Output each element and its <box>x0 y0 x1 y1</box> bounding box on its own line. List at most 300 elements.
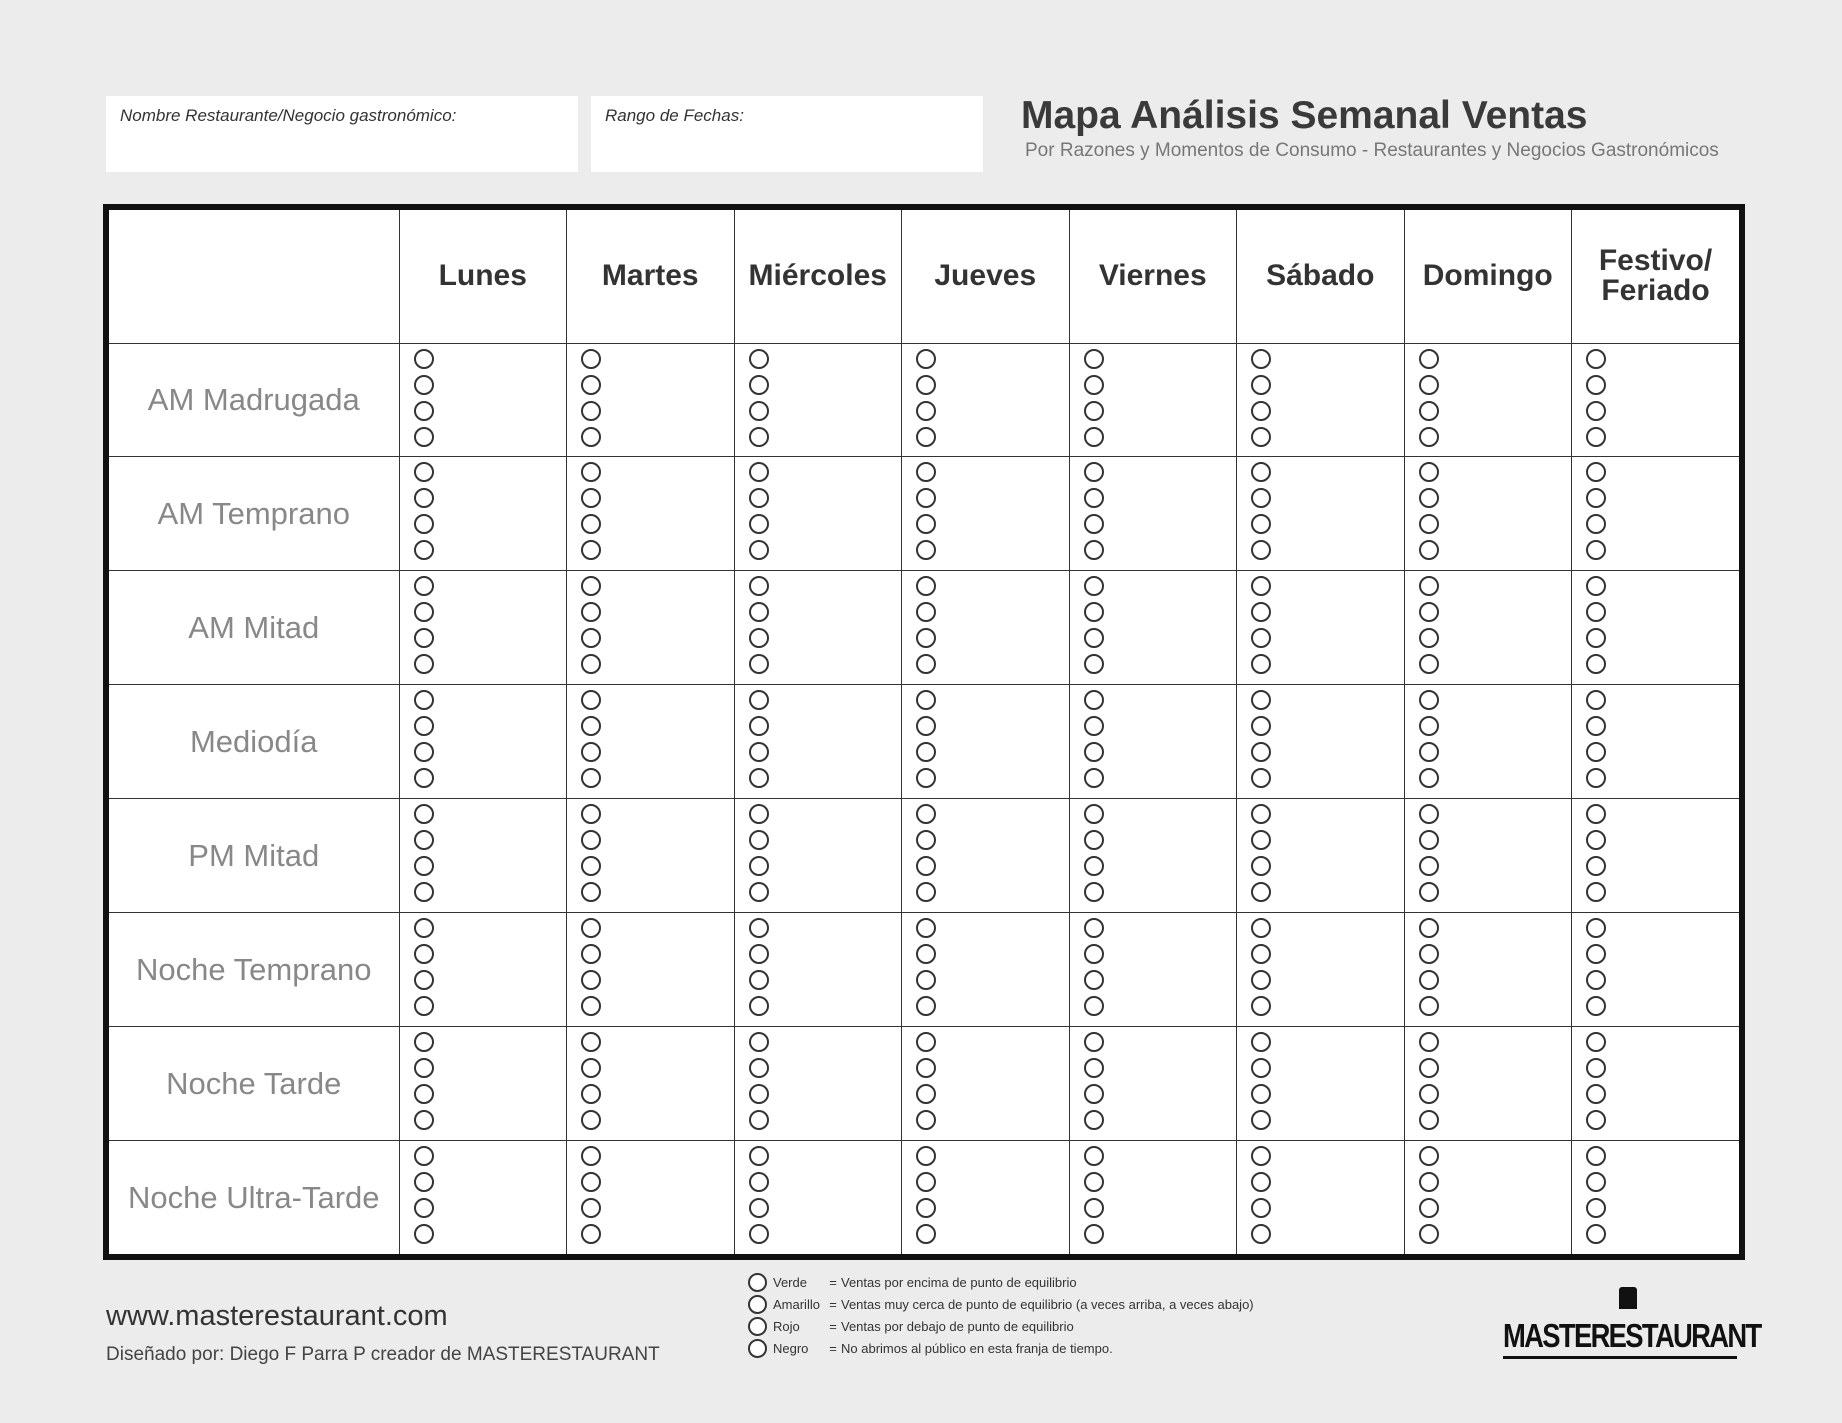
circle-stack <box>1572 457 1739 566</box>
sales-circle[interactable] <box>1419 628 1439 648</box>
legend-item <box>748 1271 1254 1293</box>
sales-circle[interactable] <box>1419 488 1439 508</box>
sales-circle[interactable] <box>916 716 936 736</box>
sales-circle[interactable] <box>581 375 601 395</box>
sales-circle[interactable] <box>1419 804 1439 824</box>
date-range-field[interactable] <box>591 96 983 172</box>
sales-circle[interactable] <box>749 1198 769 1218</box>
sales-circle[interactable] <box>1251 628 1271 648</box>
website-link[interactable]: www.masterestaurant.com <box>106 1300 448 1332</box>
sales-circle[interactable] <box>1586 768 1606 788</box>
sales-circle[interactable] <box>1251 996 1271 1016</box>
sales-circle[interactable] <box>916 882 936 902</box>
sales-circle[interactable] <box>1084 540 1104 560</box>
sales-circle[interactable] <box>1419 427 1439 447</box>
sales-circle[interactable] <box>1084 716 1104 736</box>
sales-circle[interactable] <box>414 882 434 902</box>
sales-circle[interactable] <box>1419 1146 1439 1166</box>
sales-circle[interactable] <box>581 804 601 824</box>
sales-circle[interactable] <box>581 882 601 902</box>
sales-circle[interactable] <box>581 576 601 596</box>
sales-circle[interactable] <box>1419 1224 1439 1244</box>
sales-circle[interactable] <box>1586 576 1606 596</box>
sales-circle[interactable] <box>749 462 769 482</box>
sales-circle[interactable] <box>581 856 601 876</box>
sales-circle[interactable] <box>1084 602 1104 622</box>
grid-cell <box>399 1027 567 1141</box>
circle-stack <box>1070 457 1237 566</box>
sales-circle[interactable] <box>1586 401 1606 421</box>
circle-stack <box>735 913 902 1022</box>
sales-circle[interactable] <box>414 1110 434 1130</box>
sales-circle[interactable] <box>916 540 936 560</box>
sales-circle[interactable] <box>1419 918 1439 938</box>
sales-circle[interactable] <box>1586 882 1606 902</box>
sales-circle[interactable] <box>1419 540 1439 560</box>
sales-circle[interactable] <box>581 918 601 938</box>
sales-circle[interactable] <box>1586 1224 1606 1244</box>
sales-circle[interactable] <box>1251 427 1271 447</box>
sales-circle[interactable] <box>581 1172 601 1192</box>
sales-circle[interactable] <box>414 716 434 736</box>
sales-circle[interactable] <box>414 856 434 876</box>
circle-stack <box>1237 913 1404 1022</box>
sales-circle[interactable] <box>1419 742 1439 762</box>
sales-circle[interactable] <box>749 882 769 902</box>
sales-circle[interactable] <box>749 918 769 938</box>
grid-cell <box>1572 1141 1740 1254</box>
sales-circle[interactable] <box>1586 1146 1606 1166</box>
restaurant-name-field[interactable] <box>106 96 578 172</box>
day-header-label: Sábado <box>1266 259 1375 293</box>
circle-stack <box>1237 685 1404 794</box>
sales-circle[interactable] <box>1586 488 1606 508</box>
sales-circle[interactable] <box>916 1084 936 1104</box>
sales-circle[interactable] <box>414 1172 434 1192</box>
sales-circle[interactable] <box>1586 602 1606 622</box>
sales-circle[interactable] <box>916 375 936 395</box>
sales-circle[interactable] <box>1084 628 1104 648</box>
sales-circle[interactable] <box>916 488 936 508</box>
sales-circle[interactable] <box>1419 576 1439 596</box>
sales-circle[interactable] <box>581 401 601 421</box>
sales-circle[interactable] <box>916 1032 936 1052</box>
circle-stack <box>1572 344 1739 453</box>
sales-circle[interactable] <box>1419 375 1439 395</box>
grid-corner-cell <box>109 210 399 343</box>
sales-circle[interactable] <box>1084 830 1104 850</box>
sales-circle[interactable] <box>916 768 936 788</box>
sales-circle[interactable] <box>916 349 936 369</box>
sales-circle[interactable] <box>749 1146 769 1166</box>
sales-circle[interactable] <box>581 1032 601 1052</box>
sales-circle[interactable] <box>1419 349 1439 369</box>
sales-circle[interactable] <box>1251 349 1271 369</box>
sales-circle[interactable] <box>1251 690 1271 710</box>
sales-circle[interactable] <box>916 918 936 938</box>
sales-circle[interactable] <box>1251 1058 1271 1078</box>
grid-cell <box>902 685 1070 799</box>
sales-circle[interactable] <box>581 996 601 1016</box>
sales-circle[interactable] <box>414 690 434 710</box>
sales-circle[interactable] <box>1586 996 1606 1016</box>
sales-circle[interactable] <box>1084 882 1104 902</box>
sales-circle[interactable] <box>1586 918 1606 938</box>
sales-circle[interactable] <box>581 742 601 762</box>
circle-stack <box>1572 685 1739 794</box>
circle-stack <box>567 799 734 908</box>
sales-circle[interactable] <box>916 401 936 421</box>
sales-circle[interactable] <box>749 996 769 1016</box>
sales-circle[interactable] <box>749 1224 769 1244</box>
sales-circle[interactable] <box>1084 488 1104 508</box>
sales-circle[interactable] <box>749 602 769 622</box>
sales-circle[interactable] <box>1251 918 1271 938</box>
sales-circle[interactable] <box>414 1146 434 1166</box>
sales-circle[interactable] <box>916 462 936 482</box>
sales-circle[interactable] <box>1251 488 1271 508</box>
sales-circle[interactable] <box>581 602 601 622</box>
circle-stack <box>1572 571 1739 680</box>
sales-circle[interactable] <box>916 576 936 596</box>
sales-circle[interactable] <box>749 1110 769 1130</box>
sales-circle[interactable] <box>916 1224 936 1244</box>
sales-circle[interactable] <box>581 1084 601 1104</box>
sales-circle[interactable] <box>1084 1172 1104 1192</box>
sales-circle[interactable] <box>414 375 434 395</box>
sales-circle[interactable] <box>1586 830 1606 850</box>
sales-circle[interactable] <box>1084 375 1104 395</box>
sales-circle[interactable] <box>1251 882 1271 902</box>
sales-circle[interactable] <box>1419 1084 1439 1104</box>
sales-circle[interactable] <box>581 1110 601 1130</box>
sales-circle[interactable] <box>916 830 936 850</box>
sales-circle[interactable] <box>1084 427 1104 447</box>
sales-circle[interactable] <box>1084 1058 1104 1078</box>
sales-circle[interactable] <box>1251 576 1271 596</box>
sales-circle[interactable] <box>581 768 601 788</box>
sales-circle[interactable] <box>581 540 601 560</box>
grid-cell <box>399 799 567 913</box>
sales-circle[interactable] <box>1586 514 1606 534</box>
sales-circle[interactable] <box>1419 654 1439 674</box>
sales-circle[interactable] <box>916 1172 936 1192</box>
sales-circle[interactable] <box>581 1146 601 1166</box>
sales-circle[interactable] <box>1419 996 1439 1016</box>
circle-stack <box>567 344 734 453</box>
sales-circle[interactable] <box>916 996 936 1016</box>
sales-circle[interactable] <box>1251 1032 1271 1052</box>
sales-circle[interactable] <box>581 716 601 736</box>
sales-circle[interactable] <box>1586 970 1606 990</box>
sales-circle[interactable] <box>414 427 434 447</box>
sales-circle[interactable] <box>1419 716 1439 736</box>
sales-circle[interactable] <box>916 1110 936 1130</box>
sales-circle[interactable] <box>749 349 769 369</box>
grid-cell <box>567 343 735 457</box>
circle-stack <box>1237 457 1404 566</box>
sales-circle[interactable] <box>414 488 434 508</box>
sales-circle[interactable] <box>414 1084 434 1104</box>
sales-circle[interactable] <box>414 1224 434 1244</box>
sales-circle[interactable] <box>1586 628 1606 648</box>
sales-circle[interactable] <box>1586 1084 1606 1104</box>
sales-circle[interactable] <box>1251 804 1271 824</box>
sales-circle[interactable] <box>414 830 434 850</box>
sales-circle[interactable] <box>1251 1110 1271 1130</box>
sales-circle[interactable] <box>1586 375 1606 395</box>
sales-circle[interactable] <box>581 654 601 674</box>
sales-circle[interactable] <box>581 944 601 964</box>
sales-circle[interactable] <box>916 970 936 990</box>
sales-circle[interactable] <box>1586 1198 1606 1218</box>
sales-circle[interactable] <box>1084 576 1104 596</box>
sales-circle[interactable] <box>414 944 434 964</box>
sales-circle[interactable] <box>1084 462 1104 482</box>
sales-circle[interactable] <box>414 401 434 421</box>
legend-description: No abrimos al público en esta franja de tiempo. <box>841 1340 1113 1356</box>
sales-circle[interactable] <box>916 514 936 534</box>
sales-circle[interactable] <box>916 654 936 674</box>
sales-circle[interactable] <box>916 1146 936 1166</box>
sales-circle[interactable] <box>581 349 601 369</box>
sales-circle[interactable] <box>1586 1110 1606 1130</box>
sales-circle[interactable] <box>1084 514 1104 534</box>
sales-circle[interactable] <box>414 970 434 990</box>
sales-circle[interactable] <box>1084 944 1104 964</box>
sales-circle[interactable] <box>581 1058 601 1078</box>
circle-stack <box>1070 1027 1237 1136</box>
sales-circle[interactable] <box>1586 540 1606 560</box>
sales-circle[interactable] <box>1251 462 1271 482</box>
sales-circle[interactable] <box>1419 1172 1439 1192</box>
sales-circle[interactable] <box>1251 375 1271 395</box>
sales-circle[interactable] <box>1084 1084 1104 1104</box>
grid-cell <box>567 1027 735 1141</box>
sales-circle[interactable] <box>414 804 434 824</box>
sales-circle[interactable] <box>1419 1110 1439 1130</box>
sales-circle[interactable] <box>581 1198 601 1218</box>
sales-circle[interactable] <box>749 716 769 736</box>
sales-circle[interactable] <box>1251 970 1271 990</box>
sales-circle[interactable] <box>749 1058 769 1078</box>
sales-circle[interactable] <box>1084 856 1104 876</box>
sales-circle[interactable] <box>581 690 601 710</box>
sales-circle[interactable] <box>1419 768 1439 788</box>
circle-stack <box>902 571 1069 680</box>
sales-circle[interactable] <box>1251 514 1271 534</box>
sales-circle[interactable] <box>1251 540 1271 560</box>
sales-circle[interactable] <box>414 1198 434 1218</box>
sales-circle[interactable] <box>1419 602 1439 622</box>
time-slot-row <box>109 1141 1739 1254</box>
sales-circle[interactable] <box>581 488 601 508</box>
sales-circle[interactable] <box>916 1058 936 1078</box>
sales-circle[interactable] <box>1419 1198 1439 1218</box>
sales-circle[interactable] <box>581 628 601 648</box>
sales-circle[interactable] <box>1419 462 1439 482</box>
sales-circle[interactable] <box>916 944 936 964</box>
sales-circle[interactable] <box>1419 882 1439 902</box>
legend-equals: = <box>829 1318 837 1334</box>
circle-stack <box>902 685 1069 794</box>
circle-stack <box>1405 799 1572 908</box>
grid-cell <box>1572 799 1740 913</box>
grid-cell <box>1237 913 1405 1027</box>
sales-circle[interactable] <box>1251 856 1271 876</box>
sales-circle[interactable] <box>749 804 769 824</box>
sales-circle[interactable] <box>1084 1224 1104 1244</box>
time-slot-label: AM Temprano <box>109 457 399 571</box>
sales-circle[interactable] <box>1084 401 1104 421</box>
sales-circle[interactable] <box>1251 742 1271 762</box>
sales-circle[interactable] <box>414 918 434 938</box>
sales-circle[interactable] <box>1586 1032 1606 1052</box>
legend-equals: = <box>829 1340 837 1356</box>
sales-circle[interactable] <box>1084 1146 1104 1166</box>
sales-circle[interactable] <box>1084 1198 1104 1218</box>
sales-circle[interactable] <box>414 768 434 788</box>
sales-circle[interactable] <box>916 427 936 447</box>
sales-circle[interactable] <box>414 540 434 560</box>
sales-circle[interactable] <box>1419 830 1439 850</box>
sales-circle[interactable] <box>1586 856 1606 876</box>
sales-circle[interactable] <box>916 804 936 824</box>
sales-circle[interactable] <box>581 1224 601 1244</box>
sales-circle[interactable] <box>749 768 769 788</box>
circle-stack <box>1572 1141 1739 1250</box>
sales-circle[interactable] <box>1251 1084 1271 1104</box>
sales-circle[interactable] <box>916 1198 936 1218</box>
sales-circle[interactable] <box>414 742 434 762</box>
sales-circle[interactable] <box>749 856 769 876</box>
sales-circle[interactable] <box>1419 856 1439 876</box>
sales-circle[interactable] <box>1084 996 1104 1016</box>
sales-circle[interactable] <box>1419 944 1439 964</box>
sales-circle[interactable] <box>749 576 769 596</box>
sales-circle[interactable] <box>1586 427 1606 447</box>
sales-circle[interactable] <box>916 690 936 710</box>
sales-circle[interactable] <box>749 830 769 850</box>
sales-circle[interactable] <box>414 349 434 369</box>
sales-circle[interactable] <box>1251 716 1271 736</box>
sales-circle[interactable] <box>749 514 769 534</box>
sales-circle[interactable] <box>414 628 434 648</box>
grid-cell <box>567 799 735 913</box>
sales-circle[interactable] <box>1419 1058 1439 1078</box>
sales-circle[interactable] <box>1251 401 1271 421</box>
sales-circle[interactable] <box>414 996 434 1016</box>
sales-circle[interactable] <box>916 742 936 762</box>
sales-circle[interactable] <box>1586 1058 1606 1078</box>
sales-circle[interactable] <box>1084 742 1104 762</box>
sales-circle[interactable] <box>1084 1032 1104 1052</box>
grid-cell <box>1237 457 1405 571</box>
sales-circle[interactable] <box>414 1058 434 1078</box>
sales-circle[interactable] <box>1084 768 1104 788</box>
sales-circle[interactable] <box>749 970 769 990</box>
sales-circle[interactable] <box>1419 970 1439 990</box>
sales-circle[interactable] <box>581 830 601 850</box>
sales-circle[interactable] <box>414 1032 434 1052</box>
sales-circle[interactable] <box>1586 804 1606 824</box>
sales-circle[interactable] <box>414 576 434 596</box>
brand-logo <box>1503 1287 1761 1363</box>
sales-circle[interactable] <box>581 970 601 990</box>
sales-circle[interactable] <box>749 427 769 447</box>
sales-circle[interactable] <box>916 856 936 876</box>
sales-circle[interactable] <box>749 1032 769 1052</box>
sales-circle[interactable] <box>1419 401 1439 421</box>
sales-circle[interactable] <box>749 944 769 964</box>
time-slot-row <box>109 1027 1739 1141</box>
sales-circle[interactable] <box>1084 804 1104 824</box>
sales-circle[interactable] <box>749 1172 769 1192</box>
sales-circle[interactable] <box>749 540 769 560</box>
sales-circle[interactable] <box>1084 970 1104 990</box>
sales-circle[interactable] <box>581 462 601 482</box>
sales-circle[interactable] <box>414 462 434 482</box>
sales-circle[interactable] <box>749 628 769 648</box>
sales-circle[interactable] <box>749 488 769 508</box>
sales-circle[interactable] <box>916 602 936 622</box>
sales-circle[interactable] <box>1586 690 1606 710</box>
sales-circle[interactable] <box>1586 462 1606 482</box>
sales-circle[interactable] <box>414 654 434 674</box>
sales-circle[interactable] <box>1586 742 1606 762</box>
sales-circle[interactable] <box>1251 830 1271 850</box>
sales-circle[interactable] <box>1084 918 1104 938</box>
sales-circle[interactable] <box>1251 602 1271 622</box>
sales-circle[interactable] <box>1251 1172 1271 1192</box>
sales-circle[interactable] <box>1419 690 1439 710</box>
sales-circle[interactable] <box>1251 654 1271 674</box>
day-header-label: Viernes <box>1098 259 1207 293</box>
sales-circle[interactable] <box>1251 1198 1271 1218</box>
sales-circle[interactable] <box>581 514 601 534</box>
sales-circle[interactable] <box>749 690 769 710</box>
page-title: Mapa Análisis Semanal Ventas <box>1021 94 1588 137</box>
sales-circle[interactable] <box>1084 1110 1104 1130</box>
sales-circle[interactable] <box>1586 944 1606 964</box>
sales-circle[interactable] <box>749 742 769 762</box>
grid-cell <box>902 571 1070 685</box>
sales-circle[interactable] <box>749 401 769 421</box>
sales-circle[interactable] <box>414 514 434 534</box>
sales-circle[interactable] <box>1084 690 1104 710</box>
sales-circle[interactable] <box>1251 1146 1271 1166</box>
sales-circle[interactable] <box>414 602 434 622</box>
sales-circle[interactable] <box>1586 716 1606 736</box>
sales-circle[interactable] <box>1251 768 1271 788</box>
sales-circle[interactable] <box>1419 1032 1439 1052</box>
sales-circle[interactable] <box>1084 654 1104 674</box>
sales-circle[interactable] <box>1586 1172 1606 1192</box>
sales-circle[interactable] <box>749 1084 769 1104</box>
sales-circle[interactable] <box>1251 944 1271 964</box>
sales-circle[interactable] <box>1084 349 1104 369</box>
date-range-label: Rango de Fechas: <box>605 106 744 125</box>
sales-circle[interactable] <box>749 654 769 674</box>
sales-circle[interactable] <box>581 427 601 447</box>
sales-circle[interactable] <box>749 375 769 395</box>
sales-circle[interactable] <box>1586 654 1606 674</box>
sales-circle[interactable] <box>916 628 936 648</box>
sales-circle[interactable] <box>1251 1224 1271 1244</box>
sales-circle[interactable] <box>1419 514 1439 534</box>
grid-cell <box>1069 1027 1237 1141</box>
sales-circle[interactable] <box>1586 349 1606 369</box>
